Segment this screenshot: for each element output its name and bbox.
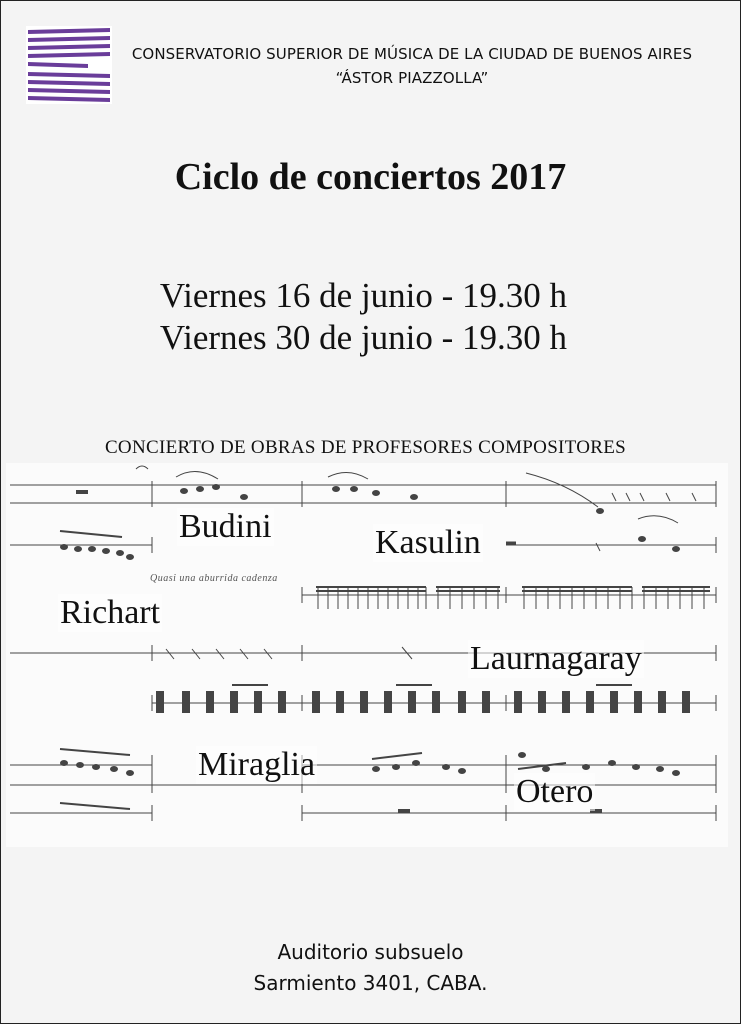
concert-date-1: Viernes 16 de junio - 19.30 h bbox=[159, 276, 568, 315]
composer-richart: Richart bbox=[60, 594, 161, 631]
institution-subname: “ÁSTOR PIAZZOLLA” bbox=[335, 69, 489, 87]
composer-miraglia: Miraglia bbox=[198, 746, 316, 783]
venue-name: Auditorio subsuelo bbox=[277, 940, 464, 964]
page-title: Ciclo de conciertos 2017 bbox=[174, 156, 567, 198]
venue-address: Sarmiento 3401, CABA. bbox=[253, 971, 488, 995]
tempo-marking: Quasi una aburrida cadenza bbox=[150, 573, 278, 584]
logo-stripes-icon bbox=[26, 26, 112, 104]
composer-budini: Budini bbox=[179, 508, 272, 545]
institution-name: CONSERVATORIO SUPERIOR DE MÚSICA DE LA CIUDAD DE BUENOS AIRES bbox=[131, 45, 693, 63]
composer-laurnagaray: Laurnagaray bbox=[470, 640, 642, 677]
concert-subtitle: CONCIERTO DE OBRAS DE PROFESORES COMPOSITORES bbox=[104, 437, 627, 458]
conservatorio-logo bbox=[26, 26, 112, 104]
composer-kasulin: Kasulin bbox=[375, 524, 481, 561]
composer-otero: Otero bbox=[516, 773, 594, 810]
concert-date-2: Viernes 30 de junio - 19.30 h bbox=[159, 318, 568, 357]
